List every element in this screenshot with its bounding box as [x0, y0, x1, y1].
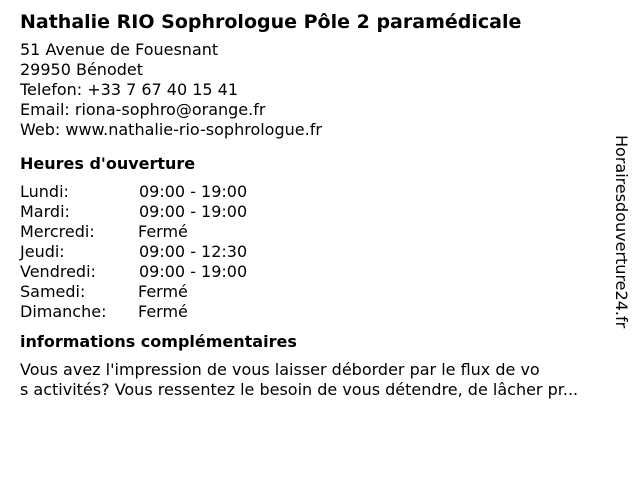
day-label: Mardi: — [20, 202, 70, 221]
business-card — [20, 8, 620, 400]
site-watermark: Horairesdouverture24.fr — [612, 135, 631, 329]
email-text: Email: riona-sophro@orange.fr — [20, 100, 266, 119]
hours-row-thursday — [20, 242, 620, 262]
day-label: Lundi: — [20, 182, 69, 201]
day-label: Vendredi: — [20, 262, 96, 281]
hours-table — [20, 182, 620, 322]
day-label: Samedi: — [20, 282, 86, 301]
address-city: 29950 Bénodet — [20, 60, 144, 79]
hours-heading: Heures d'ouverture — [20, 154, 196, 173]
time-value: 09:00 - 19:00 — [139, 182, 248, 201]
day-label: Mercredi: — [20, 222, 95, 241]
description-line: s activités? Vous ressentez le besoin de vous détendre, de lâcher pr... — [20, 380, 579, 399]
time-value: Fermé — [138, 282, 188, 301]
day-label: Jeudi: — [20, 242, 65, 261]
day-label: Dimanche: — [20, 302, 107, 321]
hours-row-tuesday — [20, 202, 620, 222]
description-line: Vous avez l'impression de vous laisser déborder par le flux de vo — [20, 360, 540, 379]
hours-row-wednesday — [20, 222, 620, 242]
hours-row-sunday — [20, 302, 620, 322]
website-text: Web: www.nathalie-rio-sophrologue.fr — [20, 120, 322, 139]
time-value: Fermé — [138, 302, 188, 321]
time-value: Fermé — [138, 222, 188, 241]
page-title: Nathalie RIO Sophrologue Pôle 2 paramédicale — [20, 11, 522, 33]
time-value: 09:00 - 19:00 — [139, 262, 248, 281]
hours-row-monday — [20, 182, 620, 202]
description — [20, 360, 620, 400]
phone-text: Telefon: +33 7 67 40 15 41 — [20, 80, 239, 99]
time-value: 09:00 - 12:30 — [139, 242, 248, 261]
hours-row-saturday — [20, 282, 620, 302]
time-value: 09:00 - 19:00 — [139, 202, 248, 221]
info-heading: informations complémentaires — [20, 332, 297, 351]
hours-row-friday — [20, 262, 620, 282]
address-street: 51 Avenue de Fouesnant — [20, 40, 219, 59]
